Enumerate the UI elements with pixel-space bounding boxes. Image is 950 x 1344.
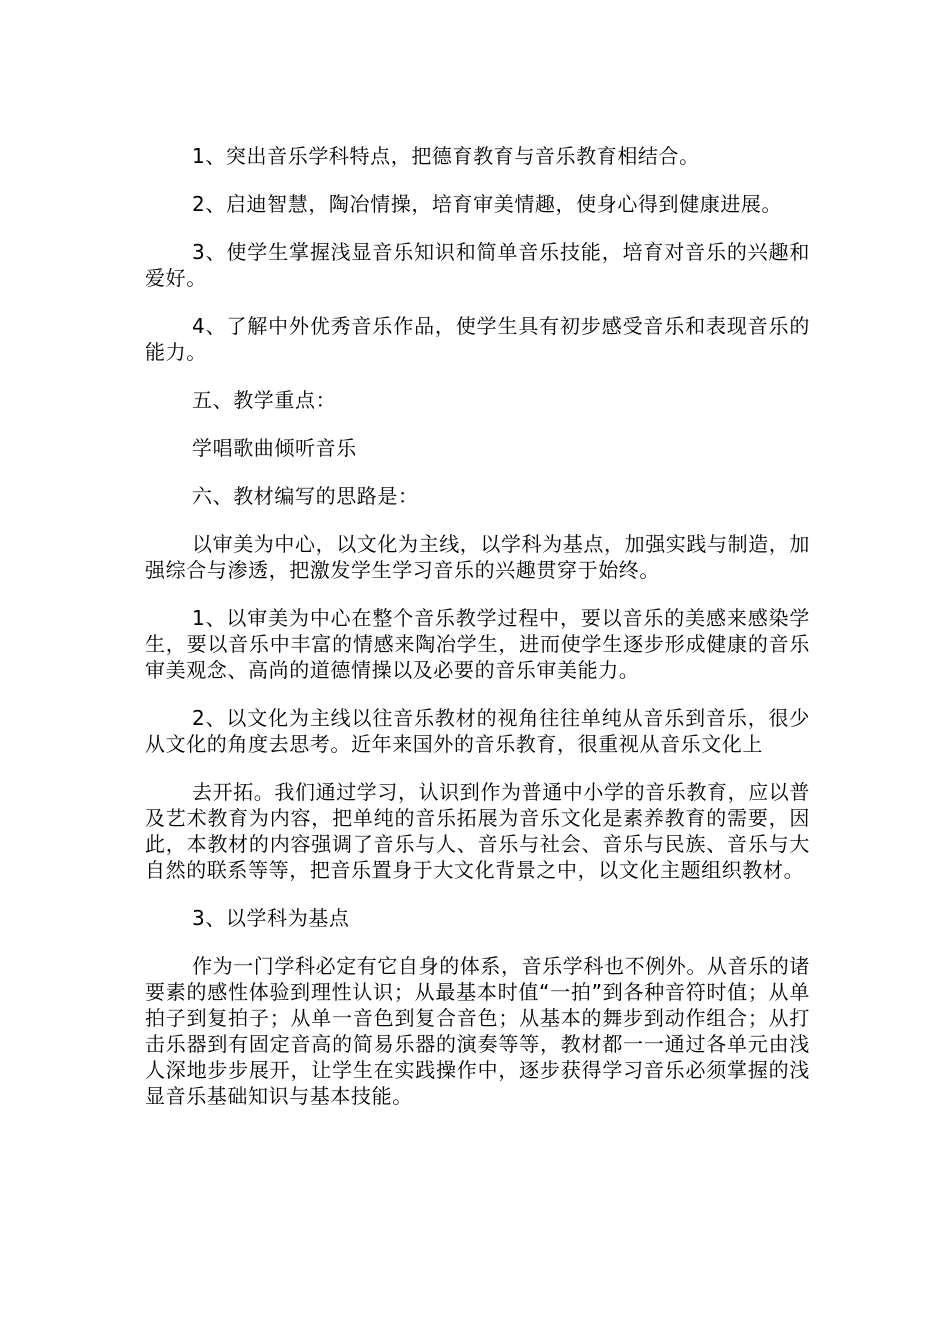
paragraph-goal-2: 2、启迪智慧，陶冶情操，培育审美情趣，使身心得到健康进展。: [192, 192, 783, 216]
paragraph-culture: 2、以文化为主线以往音乐教材的视角往往单纯从音乐到音乐，很少从文化的角度去思考。近年来国外的音乐教育，很重视从音乐文化上: [145, 706, 810, 756]
paragraph-aesthetics: 1、以审美为中心在整个音乐教学过程中，要以音乐的美感来感染学生，要以音乐中丰富的情感来陶冶学生，进而使学生逐步形成健康的音乐审美观念、高尚的道德情操以及必要的音乐审美能力。: [145, 606, 810, 682]
paragraph-goal-4: 4、了解中外优秀音乐作品，使学生具有初步感受音乐和表现音乐的能力。: [145, 314, 810, 364]
paragraph-discipline: 作为一门学科必定有它自身的体系，音乐学科也不例外。从音乐的诸要素的感性体验到理性认识；从最基本时值“一拍”到各种音符时值；从单拍子到复拍子；从单一音色到复合音色；从基本的舞步到动作组合；从打击乐器到有固定音高的简易乐器的演奏等等，教材都一一通过各单元由浅人深地步步展开，让学生在实践操作中，逐步获得学习音乐必须掌握的浅显音乐基础知识与基本技能。: [145, 954, 810, 1108]
heading-discipline-base: 3、以学科为基点: [192, 906, 350, 930]
paragraph-goal-3: 3、使学生掌握浅显音乐知识和简单音乐技能，培育对音乐的兴趣和爱好。: [145, 240, 810, 290]
heading-textbook-approach: 六、教材编写的思路是：: [192, 484, 419, 508]
heading-teaching-focus: 五、教学重点：: [192, 388, 337, 412]
paragraph-culture-continued: 去开拓。我们通过学习，认识到作为普通中小学的音乐教育，应以普及艺术教育为内容，把单纯的音乐拓展为音乐文化是素养教育的需要，因此，本教材的内容强调了音乐与人、音乐与社会、音乐与民族、音乐与大自然的联系等等，把音乐置身于大文化背景之中，以文化主题组织教材。: [145, 780, 810, 882]
paragraph-teaching-focus: 学唱歌曲倾听音乐: [192, 436, 357, 460]
paragraph-goal-1: 1、突出音乐学科特点，把德育教育与音乐教育相结合。: [192, 144, 700, 168]
paragraph-approach-summary: 以审美为中心，以文化为主线，以学科为基点，加强实践与制造，加强综合与渗透，把激发学生学习音乐的兴趣贯穿于始终。: [145, 532, 810, 582]
document-body: [145, 143, 810, 1131]
